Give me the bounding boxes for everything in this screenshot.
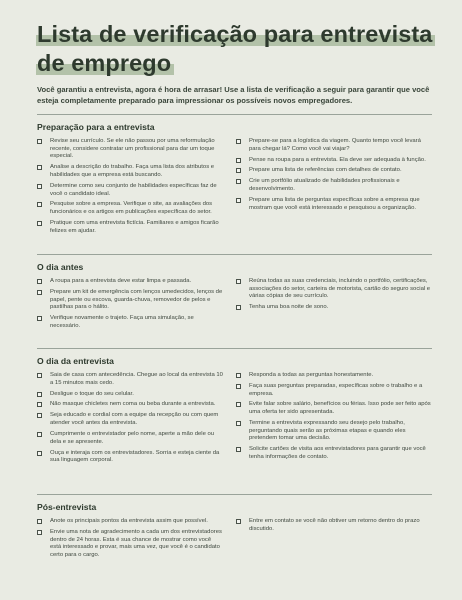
checklist-item [236,518,432,533]
checklist-item [236,383,432,398]
checkbox[interactable] [236,421,241,426]
checkbox[interactable] [37,139,42,144]
section-interview-day-left [37,372,223,468]
checkbox[interactable] [37,184,42,189]
checklist-item [37,138,223,161]
checklist-item [236,157,432,165]
checkbox[interactable] [37,202,42,207]
title-line-2 [37,49,171,77]
checklist-item [236,167,432,175]
checkbox[interactable] [236,519,241,524]
checklist-item [37,391,223,399]
checklist-item-text: Responda a todas as perguntas honestamente. [249,372,374,378]
checklist-item [37,164,223,179]
checklist-item [236,197,432,212]
title-line-1 [37,20,432,48]
section-day-before-right [236,278,432,315]
checklist-item-text: Verifique novamente o trajeto. Faça uma simulação, se necessário. [50,315,194,329]
section-day-before-left [37,278,223,334]
checkbox[interactable] [236,168,241,173]
checklist-item-text: Crie um portfólio atualizado de habilidades profissionais e desenvolvimento. [249,178,400,193]
section-interview-day-right [236,372,432,465]
section-divider [37,494,432,495]
title-text-2: de emprego [37,50,172,76]
checklist-item-text: Pesquise sobre a empresa. Verifique o site, as avaliações dos funcionários e os artigos em publicações específicas do setor. [50,201,213,216]
checklist-item [37,201,223,216]
checklist-item [37,315,223,330]
checkbox[interactable] [37,530,42,535]
section-preparation-left [37,138,223,239]
checklist-item [37,450,223,465]
checkbox[interactable] [37,451,42,456]
section-title-post-interview: Pós-entrevista [37,502,97,512]
checklist-item-text: Evite falar sobre salário, benefícios ou férias. Isso pode ser feito após uma oferta ter sido apresentada. [249,401,431,416]
checklist-item [37,431,223,446]
checkbox[interactable] [37,392,42,397]
checkbox[interactable] [37,316,42,321]
section-title-day-before: O dia antes [37,262,84,272]
checklist-item-text: Termine a entrevista expressando seu desejo pelo trabalho, perguntando quais serão as próximas etapas e quando eles pretendem tomar uma decisão. [249,420,406,442]
checkbox[interactable] [236,384,241,389]
checkbox[interactable] [236,139,241,144]
checklist-item-text: Cumprimente o entrevistador pelo nome, aperte a mão dele ou dela e se apresente. [50,430,215,445]
checklist-item-text: Seja educado e cordial com a equipe da recepção ou com quem atender você antes da entrevista. [50,412,219,427]
checklist-item [236,446,432,461]
checklist-item [236,420,432,443]
checklist-item [236,372,432,380]
checklist-item-text: Não masque chicletes nem coma ou beba durante a entrevista. [50,401,216,408]
checklist-item-text: Reúna todas as suas credenciais, incluindo o portfólio, certificações, associações do setor, carteira de motorista, cartão do seguro social e várias cópias de seu currículo. [249,278,431,300]
title-text-1: Lista de verificação para entrevista [37,21,433,47]
checklist-item-text: Faça suas perguntas preparadas, específicas sobre o trabalho e a empresa. [249,382,423,397]
checkbox[interactable] [37,165,42,170]
checklist-item-text: Entre em contato se você não obtiver um retorno dentro do prazo discutido. [249,518,420,532]
checkbox[interactable] [37,402,42,407]
section-title-preparation: Preparação para a entrevista [37,122,155,132]
checklist-item-text: Envie uma nota de agradecimento a cada um dos entrevistadores dentro de 24 horas. Esta é sua chance de mostrar como você está interessado e provar, mais uma vez, que você é o candidato certo para o cargo. [50,528,222,558]
checklist-item-text: Pense na roupa para a entrevista. Ela deve ser adequada à função. [249,156,426,163]
checklist-item [37,518,223,526]
checklist-item-text: Prepare-se para a logística da viagem. Quanto tempo você levará para chegar lá? Como você vai viajar? [249,138,421,152]
checklist-item [37,183,223,198]
checklist-item-text: Tenha uma boa noite de sono. [249,304,329,311]
checklist-item [236,178,432,193]
checkbox[interactable] [37,221,42,226]
checklist-item-text: Anote os principais pontos da entrevista assim que possível. [50,518,208,524]
checklist-item [37,529,223,560]
checklist-item [37,401,223,409]
checklist-item-text: Pratique com uma entrevista fictícia. Familiares e amigos ficarão felizes em ajudar. [50,220,219,234]
checkbox[interactable] [37,413,42,418]
checklist-item [236,278,432,301]
checklist-item [37,289,223,312]
checklist-item [37,220,223,235]
checkbox[interactable] [37,519,42,524]
checklist-item-text: A roupa para a entrevista deve estar limpa e passada. [50,278,192,284]
checkbox[interactable] [236,279,241,284]
section-divider [37,254,432,255]
checkbox[interactable] [236,179,241,184]
checklist-item-text: Solicite cartões de visita aos entrevistadores para garantir que você tenha informações de contato. [249,446,426,461]
checklist-item [236,138,432,153]
checklist-item-text: Prepare um kit de emergência com lenços umedecidos, lenços de papel, pente ou escova, guarda-chuva, removedor de pelos e pastilhas para o hálito. [50,288,223,311]
checklist-item [236,304,432,312]
checklist-item-text: Determine como seu conjunto de habilidades específicas faz de você o candidato ideal. [50,182,217,197]
checklist-item [37,372,223,387]
checkbox[interactable] [37,432,42,437]
section-divider [37,348,432,349]
checkbox[interactable] [236,158,241,163]
checkbox[interactable] [37,279,42,284]
checkbox[interactable] [37,373,42,378]
checkbox[interactable] [236,447,241,452]
section-post-interview-left [37,518,223,563]
checklist-item-text: Desligue o toque do seu celular. [50,390,134,397]
section-divider [37,114,432,115]
checklist-item-text: Analise a descrição do trabalho. Faça uma lista dos atributos e habilidades que a empresa está buscando. [50,164,215,178]
checklist-item [37,412,223,427]
checklist-item-text: Revise seu currículo. Se ele não passou por uma reformulação recente, considere contratar um profissional para dar um toque especial. [50,138,215,160]
checkbox[interactable] [37,290,42,295]
checklist-item-text: Prepare uma lista de referências com detalhes de contato. [249,167,402,174]
checklist-item [236,401,432,416]
checkbox[interactable] [236,402,241,407]
checklist-item-text: Prepare uma lista de perguntas específicas sobre a empresa que mostram que você está interessado e pesquisou a organização. [249,196,420,211]
checklist-item [37,278,223,286]
checklist-item-text: Saia de casa com antecedência. Chegue ao local da entrevista 10 a 15 minutos mais cedo. [50,372,223,386]
section-title-interview-day: O dia da entrevista [37,356,114,366]
checklist-item-text: Ouça e interaja com os entrevistadores. Sorria e esteja ciente da sua linguagem corporal. [50,449,220,464]
checkbox[interactable] [236,373,241,378]
intro-paragraph: Você garantiu a entrevista, agora é hora de arrasar! Use a lista de verificação a seguir para garantir que você esteja completamente preparado para impressionar os possíveis novos empregadores. [37,85,430,105]
section-preparation-right [236,138,432,216]
section-post-interview-right [236,518,432,537]
checkbox[interactable] [236,198,241,203]
checkbox[interactable] [236,305,241,310]
